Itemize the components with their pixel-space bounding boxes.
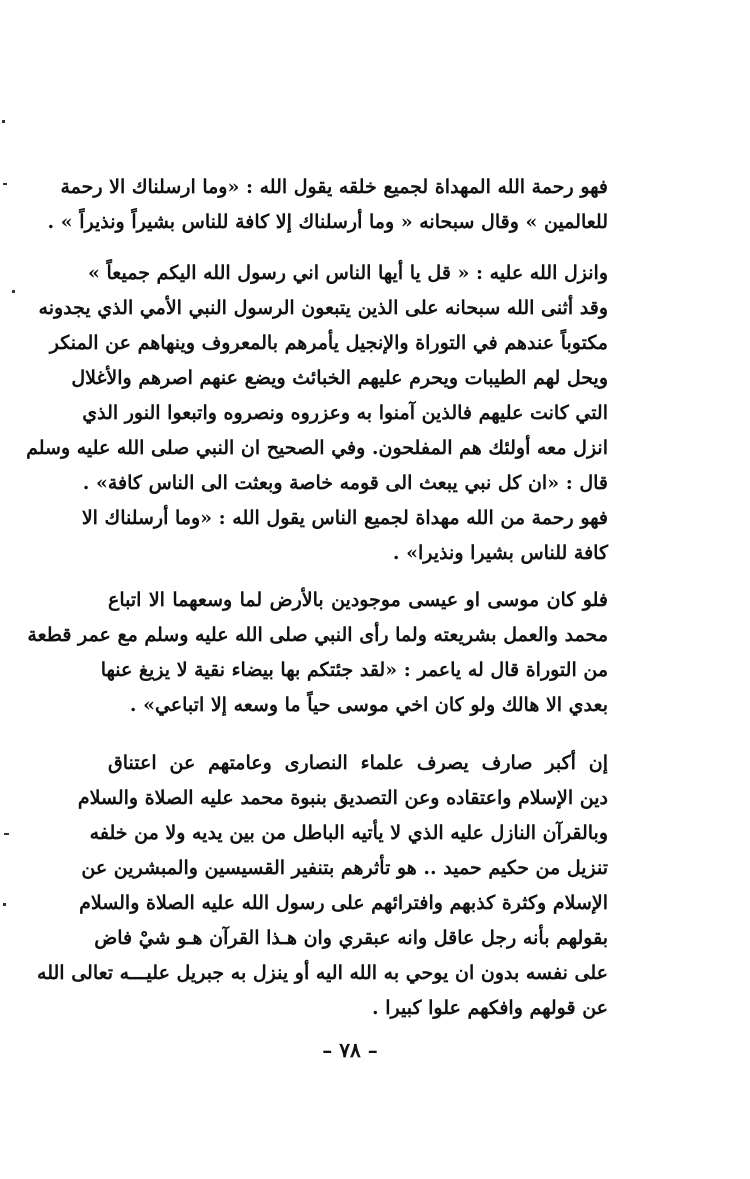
text-line: بعدي الا هالك ولو كان اخي موسى حياً ما وسعه إلا اتباعي» .: [129, 694, 608, 716]
text-line: وانزل الله عليه : « قل يا أيها الناس اني رسول الله اليكم جميعاً »: [88, 262, 608, 284]
text-line: عن قولهم وافكهم علوا كبيرا .: [371, 997, 608, 1019]
paragraph: [37, 746, 608, 1026]
margin-mark: [3, 183, 7, 185]
margin-mark: [3, 903, 6, 906]
text-line: فلو كان موسى او عيسى موجودين بالأرض لما وسعهما الا اتباع: [108, 589, 608, 611]
text-line: دين الإسلام واعتقاده وعن التصديق بنبوة محمد عليه الصلاة والسلام: [77, 787, 608, 809]
text-line: كافة للناس بشيرا ونذيرا» .: [392, 542, 608, 564]
text-line: مكتوباً عندهم في التوراة والإنجيل يأمرهم بالمعروف وينهاهم عن المنكر: [49, 332, 608, 354]
text-line: انزل معه أولئك هم المفلحون. وفي الصحيح ان النبي صلى الله عليه وسلم: [26, 437, 608, 459]
text-line: وبالقرآن النازل عليه الذي لا يأتيه الباطل من بين يديه ولا من خلفه: [89, 822, 608, 844]
margin-mark: [2, 120, 5, 123]
text-line: ويحل لهم الطيبات ويحرم عليهم الخبائث ويضع عنهم اصرهم والأغلال: [71, 367, 608, 389]
text-line: بقولهم بأنه رجل عاقل وانه عبقري وان هـذا القرآن هـو شيْ فاض: [94, 927, 608, 949]
margin-mark: [4, 833, 9, 835]
text-line: تنزيل من حكيم حميد .. هو تأثرهم بتنفير القسيسين والمبشرين عن: [81, 857, 608, 879]
text-line: من التوراة قال له ياعمر : «لقد جئتكم بها بيضاء نقية لا يزيغ عنها: [100, 659, 608, 681]
page-number: – ٧٨ –: [322, 1038, 378, 1062]
text-line: محمد والعمل بشريعته ولما رأى النبي صلى الله عليه وسلم مع عمر قطعة: [27, 624, 608, 646]
text-line: للعالمين » وقال سبحانه « وما أرسلناك إلا كافة للناس بشيراً ونذيراً » .: [47, 211, 608, 233]
paragraph: [27, 583, 608, 723]
text-line: فهو رحمة الله المهداة لجميع خلقه يقول الله : «وما ارسلناك الا رحمة: [60, 176, 608, 198]
paragraph: [26, 256, 608, 571]
text-line: على نفسه بدون ان يوحي به الله اليه أو ينزل به جبريل عليـــه تعالى الله: [37, 962, 608, 984]
text-line: الإسلام وكثرة كذبهم وافترائهم على رسول الله عليه الصلاة والسلام: [79, 892, 608, 914]
paragraph: [47, 170, 608, 240]
text-line: إن أكبر صارف يصرف علماء النصارى وعامتهم عن اعتناق: [108, 752, 608, 774]
text-line: قال : «ان كل نبي يبعث الى قومه خاصة وبعثت الى الناس كافة» .: [82, 472, 608, 494]
margin-mark: [12, 290, 15, 293]
text-line: التي كانت عليهم فالذين آمنوا به وعزروه ونصروه واتبعوا النور الذي: [82, 402, 608, 424]
text-line: وقد أثنى الله سبحانه على الذين يتبعون الرسول النبي الأمي الذي يجدونه: [38, 297, 608, 319]
text-line: فهو رحمة من الله مهداة لجميع الناس يقول الله : «وما أرسلناك الا: [81, 507, 608, 529]
